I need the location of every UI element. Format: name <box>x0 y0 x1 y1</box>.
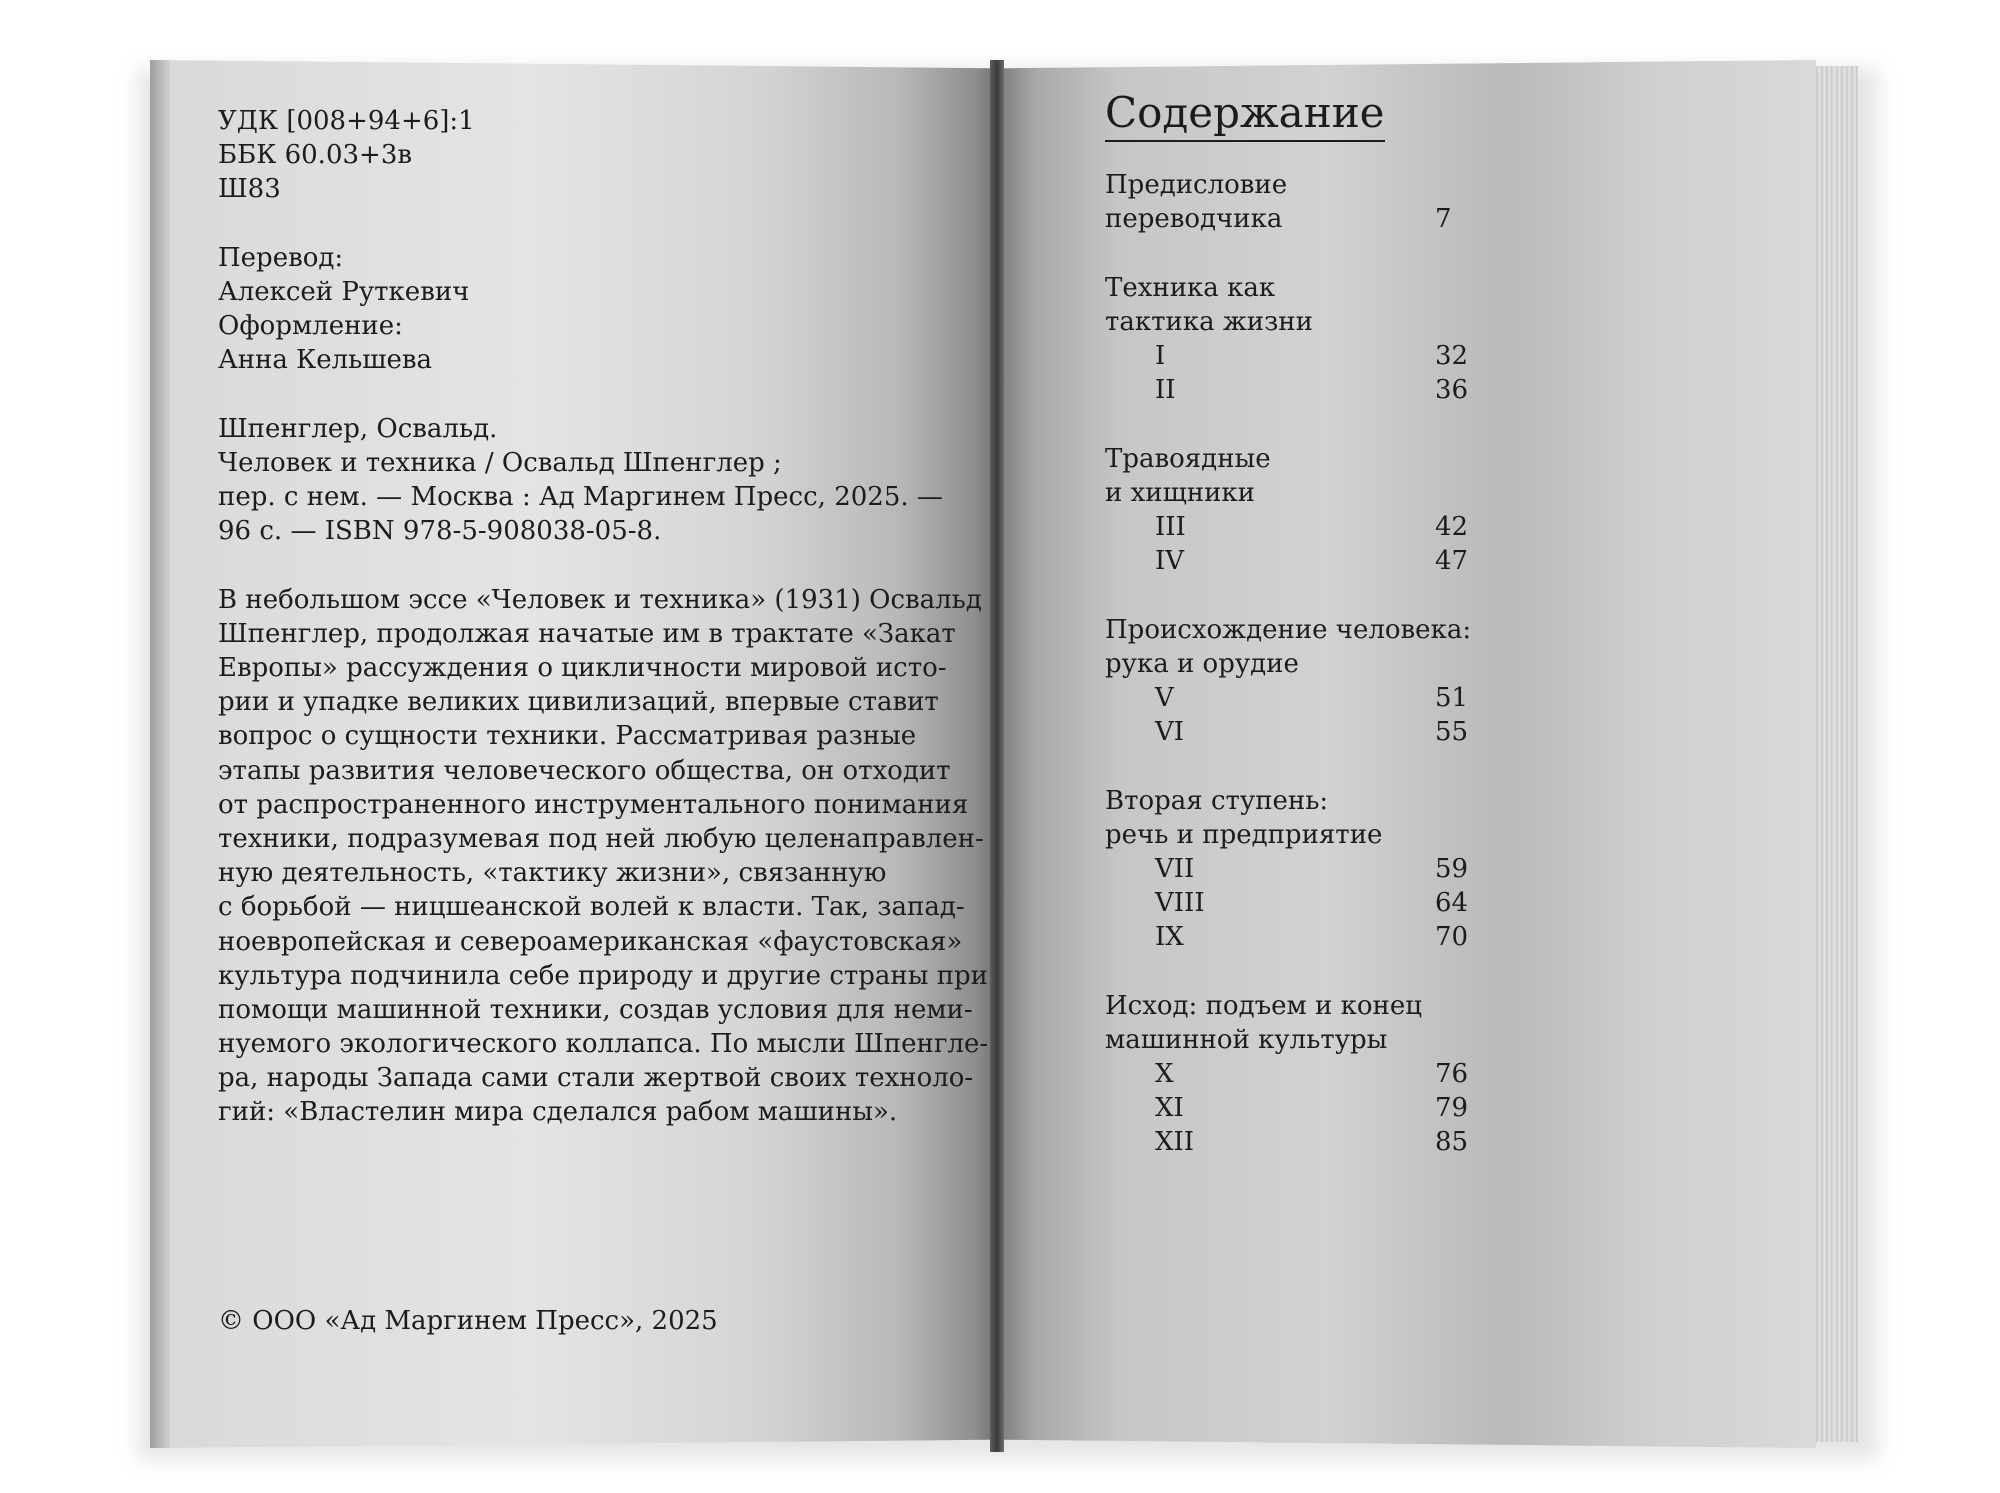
credit-line: Оформление: <box>218 311 403 342</box>
toc-chapter-row <box>1105 886 1485 920</box>
credit-line: Перевод: <box>218 242 344 273</box>
toc-chapter-row <box>1105 715 1485 749</box>
toc-section <box>1105 613 1485 750</box>
annotation-line: нуемого экологического коллапса. По мысли Шпенгле- <box>218 1029 989 1060</box>
toc-chapter-row <box>1105 852 1485 886</box>
toc-section <box>1105 442 1485 579</box>
toc-page-number: 59 <box>1435 853 1469 884</box>
annotation-line: культура подчинила себе природу и другие страны при <box>218 960 989 991</box>
toc-section-title: рука и орудие <box>1105 648 1299 679</box>
udk-line: УДК [008+94+6]:1 <box>218 106 475 136</box>
chapter-number: V <box>1155 682 1174 713</box>
toc-section-title: и хищники <box>1105 477 1255 508</box>
toc-section <box>1105 271 1485 408</box>
toc-section <box>1105 784 1485 955</box>
author-mark-line: Ш83 <box>218 174 281 205</box>
toc-section-title: машинной культуры <box>1105 1024 1388 1055</box>
credit-line: Анна Кельшева <box>218 345 432 376</box>
toc-section-title: тактика жизни <box>1105 306 1313 337</box>
credit-line: Алексей Руткевич <box>218 276 470 307</box>
copyright-notice: © ООО «Ад Маргинем Пресс», 2025 <box>218 1306 718 1336</box>
bibliographic-line: 96 с. — ISBN 978-5-908038-05-8. <box>218 516 662 547</box>
chapter-number: II <box>1155 375 1176 406</box>
toc-section <box>1105 168 1485 236</box>
annotation-line: В небольшом эссе «Человек и техника» (1931) Освальд <box>218 584 982 615</box>
bibliographic-line: пер. с нем. — Москва : Ад Маргинем Пресс, 2025. — <box>218 482 943 513</box>
toc-section-title: Предисловие <box>1105 170 1288 200</box>
bibliographic-line: Шпенглер, Освальд. <box>218 413 498 444</box>
toc-page-number: 36 <box>1435 375 1469 406</box>
toc-section-title: Травоядные <box>1105 443 1271 474</box>
annotation-line: Европы» рассуждения о цикличности мировой исто- <box>218 653 947 683</box>
toc-chapter-row <box>1105 544 1485 578</box>
toc-page-number: 7 <box>1435 204 1452 235</box>
annotation-line: от распространенного инструментального понимания <box>218 789 969 820</box>
annotation-line: Шпенглер, продолжая начатые им в трактате «Закат <box>218 618 956 649</box>
bibliographic-line: Человек и техника / Освальд Шпенглер ; <box>218 447 782 478</box>
annotation-line: техники, подразумевая под ней любую целенаправлен- <box>218 823 984 854</box>
toc-section-title: переводчика <box>1105 204 1283 235</box>
toc-chapter-row <box>1105 510 1485 544</box>
chapter-number: X <box>1155 1059 1174 1090</box>
toc-chapter-row <box>1105 1057 1485 1091</box>
toc-section-title: Техника как <box>1105 272 1276 303</box>
toc-chapter-row <box>1105 1125 1485 1159</box>
bbk-line: ББК 60.03+3в <box>218 140 412 171</box>
toc-section-title: Вторая ступень: <box>1105 785 1329 816</box>
chapter-number: I <box>1155 341 1166 371</box>
left-page-text <box>218 104 988 1130</box>
toc-page-number: 51 <box>1435 682 1469 713</box>
toc-section-title: речь и предприятие <box>1105 819 1383 850</box>
toc-chapter-row <box>1105 373 1485 407</box>
annotation-line: ра, народы Запада сами стали жертвой своих техноло- <box>218 1063 974 1094</box>
table-of-contents <box>1105 168 1485 1194</box>
toc-chapter-row <box>1105 339 1485 373</box>
toc-chapter-row <box>1105 681 1485 715</box>
toc-title: Содержание <box>1105 88 1385 142</box>
toc-chapter-row <box>1105 1091 1485 1125</box>
toc-page-number: 79 <box>1435 1093 1469 1124</box>
toc-section-title: Исход: подъем и конец <box>1105 990 1422 1021</box>
chapter-number: VI <box>1155 717 1185 748</box>
toc-page-number: 70 <box>1435 922 1469 953</box>
toc-chapter-row <box>1105 920 1485 954</box>
chapter-number: IV <box>1155 546 1185 577</box>
annotation-line: гий: «Властелин мира сделался рабом машины». <box>218 1097 898 1128</box>
chapter-number: III <box>1155 511 1186 542</box>
annotation-line: помощи машинной техники, создав условия для неми- <box>218 994 973 1025</box>
book-gutter <box>990 60 1004 1452</box>
toc-page-number: 64 <box>1435 888 1469 919</box>
toc-page-number: 32 <box>1435 341 1469 371</box>
annotation-line: ную деятельность, «тактику жизни», связанную <box>218 858 887 889</box>
toc-page-number: 76 <box>1435 1059 1469 1090</box>
toc-page-number: 55 <box>1435 717 1469 748</box>
chapter-number: XI <box>1155 1093 1184 1124</box>
toc-page-number: 47 <box>1435 546 1469 577</box>
annotation-line: вопрос о сущности техники. Рассматривая разные <box>218 721 917 752</box>
chapter-number: VII <box>1155 853 1195 884</box>
toc-page-number: 42 <box>1435 511 1469 542</box>
annotation-line: ноевропейская и североамериканская «фаустовская» <box>218 926 963 957</box>
annotation-line: с борьбой — ницшеанской волей к власти. Так, запад- <box>218 892 965 923</box>
toc-section <box>1105 989 1485 1160</box>
chapter-number: XII <box>1155 1127 1195 1158</box>
toc-section-title: Происхождение человека: <box>1105 614 1472 645</box>
chapter-number: VIII <box>1155 888 1205 919</box>
toc-page-number: 85 <box>1435 1127 1469 1158</box>
annotation-line: этапы развития человеческого общества, он отходит <box>218 755 951 786</box>
annotation-line: рии и упадке великих цивилизаций, впервые ставит <box>218 687 939 718</box>
chapter-number: IX <box>1155 922 1184 953</box>
page-edges <box>1812 66 1858 1442</box>
